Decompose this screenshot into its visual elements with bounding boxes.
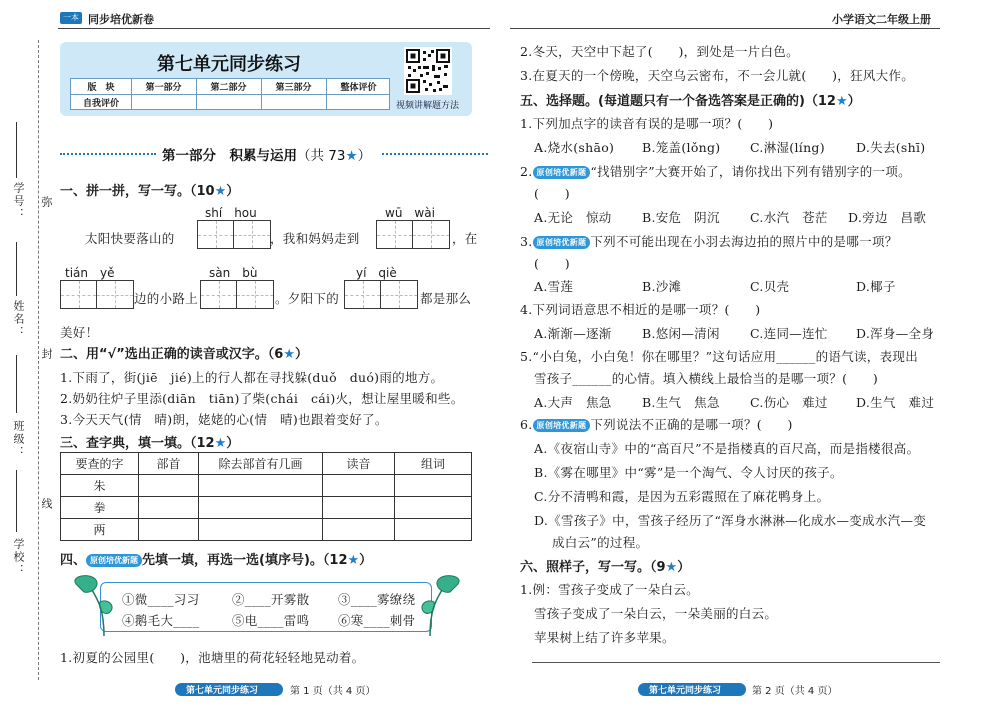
q5-s6-optA[interactable]: A.《夜宿山寺》中的“高百尺”不是指楼真的百尺高，而是指楼很高。: [534, 441, 920, 456]
q5-s3-optD[interactable]: D.椰子: [856, 279, 896, 294]
header-rule-right: [510, 28, 940, 29]
table-row: [61, 519, 472, 541]
series-name: 同步培优新卷: [88, 13, 154, 26]
table-cell-input[interactable]: [139, 475, 199, 497]
q5-s4-optC[interactable]: C.连同—连忙: [750, 326, 828, 341]
number-field[interactable]: [16, 122, 17, 178]
dictionary-table: [60, 452, 472, 541]
table-cell-input[interactable]: [395, 519, 472, 541]
eval-row-label: 自我评价: [82, 99, 119, 109]
eval-col-4: 第三部分: [275, 83, 312, 93]
q1-box-tianye[interactable]: [60, 280, 134, 309]
q5-s3-paren: ( ): [534, 256, 570, 271]
pinyin-sanbu: sàn bù: [209, 266, 258, 280]
q5-s1-optD[interactable]: D.失去(shī): [856, 140, 926, 155]
q5-s3-optC[interactable]: C.贝壳: [750, 279, 790, 294]
school-label: 学校：: [12, 538, 25, 577]
q1-box-sanbu[interactable]: [200, 280, 274, 309]
q5-s4-optB[interactable]: B.悠闲—清闲: [642, 326, 720, 341]
cut-mark-1: 弥: [40, 196, 53, 209]
title-banner: [60, 42, 472, 116]
eval-col-5: 整体评价: [340, 83, 377, 93]
q1-box-wuwai[interactable]: [376, 220, 450, 249]
q4-sentence-1: 1.初夏的公园里( )，池塘里的荷花轻轻地晃动着。: [60, 650, 365, 665]
q6-question: 苹果树上结了许多苹果。: [534, 630, 675, 645]
table-cell-input[interactable]: [199, 497, 323, 519]
table-cell-input[interactable]: [395, 497, 472, 519]
q1-box-shihou[interactable]: [197, 220, 271, 249]
table-cell-input[interactable]: [139, 519, 199, 541]
self-eval-table: [70, 78, 390, 110]
table-cell-input[interactable]: [323, 497, 395, 519]
table-cell-input[interactable]: [199, 519, 323, 541]
table-header: 要查的字: [61, 453, 139, 475]
table-char: 朱: [61, 475, 139, 497]
q2-line-1: 1.下雨了，街(jiē jié)上的行人都在寻找躲(duǒ duó)雨的地方。: [60, 370, 444, 385]
q5-s6-optD-line1[interactable]: D.《雪孩子》中，雪孩子经历了“浑身水淋淋—化成水—变成水汽—变: [534, 513, 927, 528]
q5-s6-optC[interactable]: C.分不清鸭和霞，是因为五彩霞照在了麻花鸭身上。: [534, 489, 830, 504]
option-5: ⑤电____雷鸣: [232, 613, 310, 628]
eval-col-2: 第一部分: [145, 83, 182, 93]
option-6: ⑥寒____刺骨: [338, 613, 416, 628]
table-header: 除去部首有几画: [199, 453, 323, 475]
table-cell-input[interactable]: [395, 475, 472, 497]
eval-col-1: 版 块: [87, 83, 115, 93]
table-header: 读音: [323, 453, 395, 475]
q5-s5-optA[interactable]: A.大声 焦急: [534, 395, 612, 410]
lotus-leaf-left-icon: [70, 572, 116, 638]
q5-s5-optC[interactable]: C.伤心 难过: [750, 395, 828, 410]
q5-s5-optD[interactable]: D.生气 难过: [856, 395, 935, 410]
q6-example: 1.例：雪孩子变成了一朵白云。: [520, 582, 699, 597]
option-2: ②____开雾散: [232, 592, 310, 607]
q5-s2-optD[interactable]: D.旁边 昌歌: [848, 210, 927, 225]
qr-caption: 视频讲解题方法: [396, 101, 460, 111]
pinyin-tianye: tián yě: [65, 266, 115, 280]
q5-s2-optB[interactable]: B.安危 阴沉: [642, 210, 720, 225]
q5-s1-optC[interactable]: C.淋湿(líng): [750, 140, 825, 155]
footer-unit-right: 第七单元同步练习: [649, 686, 722, 696]
footer-page-right: 第 2 页（共 4 页）: [752, 686, 838, 697]
footer-unit-left: 第七单元同步练习: [186, 686, 259, 696]
q4-sentence-2: 2.冬天，天空中下起了( )，到处是一片白色。: [520, 44, 799, 59]
cut-mark-3: 线: [40, 498, 53, 511]
school-field[interactable]: [16, 470, 17, 532]
name-label: 姓名：: [12, 300, 25, 339]
original-badge: 原创培优新题: [533, 419, 591, 432]
unit-title: 第七单元同步练习: [157, 54, 301, 75]
q5-s2-optC[interactable]: C.水汽 苍茫: [750, 210, 828, 225]
q1-text-6: 都是那么: [420, 291, 472, 306]
pinyin-yiqie: yí qiè: [356, 266, 397, 280]
table-cell-input[interactable]: [199, 475, 323, 497]
table-cell-input[interactable]: [323, 519, 395, 541]
part1-title: 第一部分 积累与运用（共 73★）: [162, 148, 372, 164]
q1-text-7: 美好！: [60, 325, 99, 340]
q5-s6-optD-line2: 成白云”的过程。: [552, 535, 649, 550]
q5-s5-optB[interactable]: B.生气 焦急: [642, 395, 720, 410]
q5-s2-optA[interactable]: A.无论 惊动: [534, 210, 612, 225]
q5-s5-line2: 雪孩子______的心情。填入横线上最恰当的是哪一项？( ): [534, 371, 879, 386]
number-label: 学号：: [12, 182, 25, 221]
original-badge: 原创培优新题: [86, 554, 142, 567]
option-3: ③____雾缭绕: [338, 592, 416, 607]
q5-s5-line1: 5.“小白兔，小白兔！你在哪里？”这句话应用______的语气读，表现出: [520, 349, 919, 364]
table-char: 两: [61, 519, 139, 541]
qr-code-icon[interactable]: [404, 47, 452, 95]
part-divider-left: [60, 153, 156, 155]
table-header: 组词: [395, 453, 472, 475]
q5-s3-optB[interactable]: B.沙滩: [642, 279, 682, 294]
original-badge: 原创培优新题: [533, 166, 591, 179]
q1-text-2: ，我和妈妈走到: [270, 231, 360, 246]
q4-title: 四、 原创培优新题 先填一填，再选一选(填序号)。（12★）: [60, 553, 373, 568]
header-rule-left: [58, 28, 490, 29]
table-row: [61, 475, 472, 497]
brand-logo: 一本: [60, 12, 82, 24]
name-field[interactable]: [16, 242, 17, 296]
q3-title: 三、查字典，填一填。（12★）: [60, 436, 240, 451]
q2-line-2: 2.奶奶往炉子里添(diān tiān)了柴(chái cái)火，想让屋里暖和些。: [60, 391, 464, 406]
q2-line-3: 3.今天天气(情 晴)朗，姥姥的心(情 晴)也跟着变好了。: [60, 412, 388, 427]
cut-mark-2: 封: [40, 348, 53, 361]
q5-s4: 4.下列词语意思不相近的是哪一项？( ): [520, 302, 761, 317]
table-char: 拳: [61, 497, 139, 519]
lotus-leaf-right-icon: [418, 572, 464, 638]
q6-example-answer: 雪孩子变成了一朵白云，一朵美丽的白云。: [534, 606, 778, 621]
class-label: 班级：: [12, 420, 25, 459]
q5-s6-optB[interactable]: B.《雾在哪里》中“雾”是一个淘气、令人讨厌的孩子。: [534, 465, 843, 480]
q1-box-yiqie[interactable]: [344, 280, 418, 309]
q5-title: 五、选择题。(每道题只有一个备选答案是正确的)（12★）: [520, 94, 861, 109]
table-header: 部首: [139, 453, 199, 475]
original-badge: 原创培优新题: [533, 236, 591, 249]
part-divider-right: [382, 153, 488, 155]
option-4: ④鹅毛大____: [122, 613, 200, 628]
table-header-row: [61, 453, 472, 475]
q2-title: 二、用“√”选出正确的读音或汉字。（6★）: [60, 347, 308, 362]
table-cell-input[interactable]: [139, 497, 199, 519]
q5-s2: 2. 原创培优新题 “找错别字”大赛开始了，请你找出下列有错别字的一项。: [520, 164, 911, 179]
q5-s2-paren: ( ): [534, 186, 570, 201]
q5-s1-optB[interactable]: B.笼盖(lǒng): [642, 140, 721, 155]
option-1: ①微____习习: [122, 592, 200, 607]
table-row: [61, 497, 472, 519]
table-cell-input[interactable]: [323, 475, 395, 497]
pinyin-wuwai: wū wài: [385, 206, 435, 220]
eval-col-3: 第二部分: [210, 83, 247, 93]
q6-title: 六、照样子，写一写。（9★）: [520, 560, 691, 575]
q5-s4-optA[interactable]: A.渐渐—逐渐: [534, 326, 612, 341]
pinyin-shihou: shí hou: [205, 206, 257, 220]
q1-text-5: 。夕阳下的: [275, 291, 340, 306]
footer-page-left: 第 1 页（共 4 页）: [290, 686, 376, 697]
q1-text-4: 边的小路上: [134, 291, 199, 306]
q6-answer-line[interactable]: [532, 662, 940, 663]
q4-sentence-3: 3.在夏天的一个傍晚，天空乌云密布，不一会儿就( )，狂风大作。: [520, 68, 915, 83]
q5-s1: 1.下列加点字的读音有误的是哪一项？( ): [520, 116, 774, 131]
grade-book: 小学语文二年级上册: [832, 13, 931, 26]
class-field[interactable]: [16, 355, 17, 413]
q1-text-3: ，在: [452, 231, 478, 246]
q5-s1-optA[interactable]: A.烧水(shāo): [534, 140, 615, 155]
q5-s3: 3. 原创培优新题 下列不可能出现在小羽去海边拍的照片中的是哪一项？: [520, 234, 898, 249]
q1-title: 一、拼一拼，写一写。（10★）: [60, 184, 240, 199]
q5-s4-optD[interactable]: D.浑身—全身: [856, 326, 935, 341]
q5-s3-optA[interactable]: A.雪莲: [534, 279, 574, 294]
q1-text-1: 太阳快要落山的: [85, 231, 175, 246]
q5-s6: 6. 原创培优新题 下列说法不正确的是哪一项？( ): [520, 417, 793, 432]
